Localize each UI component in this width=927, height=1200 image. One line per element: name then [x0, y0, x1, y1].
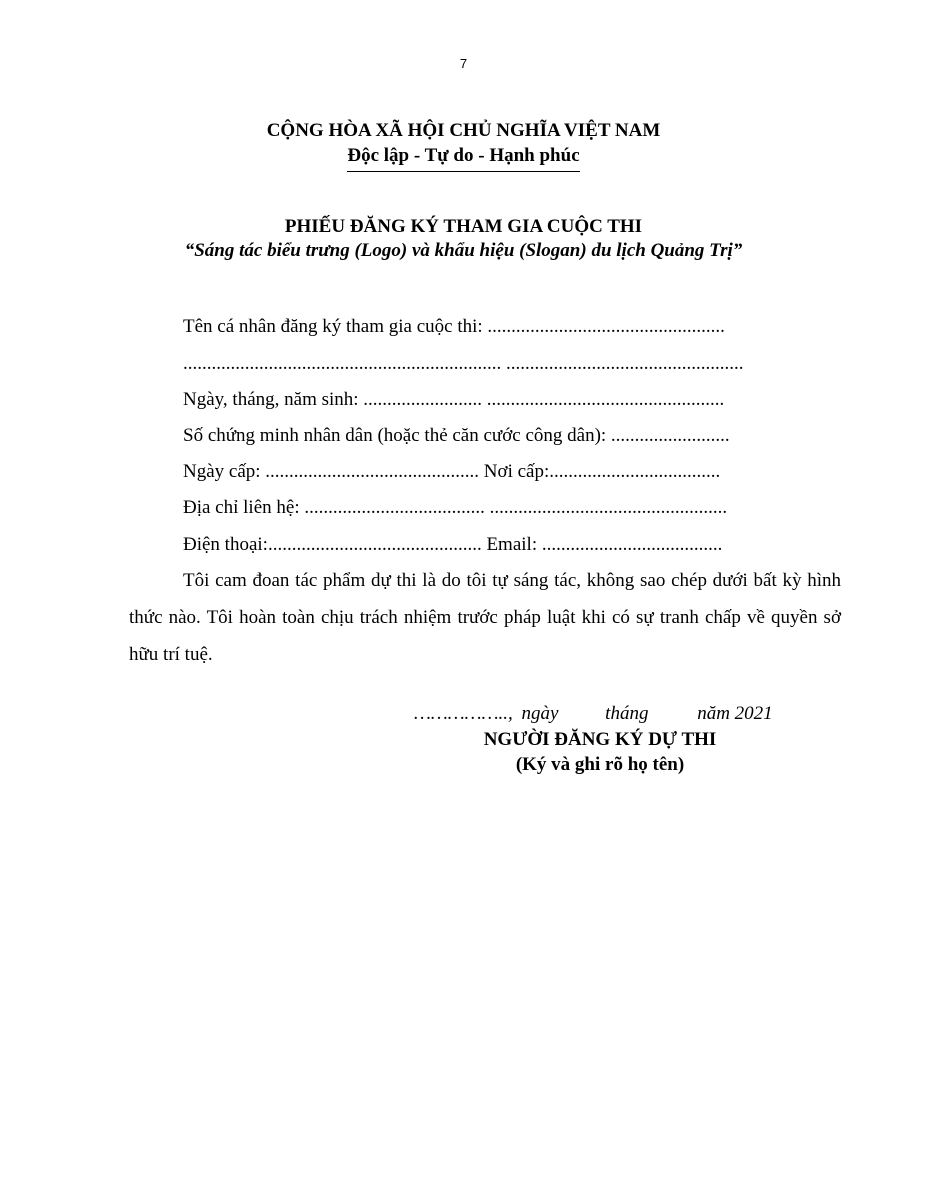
signature-block — [470, 727, 730, 777]
declaration-paragraph: Tôi cam đoan tác phẩm dự thi là do tôi tự sáng tác, không sao chép dưới bất kỳ hình thức nào. Tôi hoàn toàn chịu trách nhiệm trước pháp luật khi có sự tranh chấp về quyền sở hữu trí tuệ. — [129, 570, 841, 665]
national-motto: Độc lập - Tự do - Hạnh phúc — [347, 143, 579, 172]
national-header — [0, 118, 927, 172]
date-place[interactable]: …………….., — [414, 703, 513, 724]
field-phone-email[interactable]: Điện thoại:............................................. Email: ...................................... — [183, 534, 723, 555]
field-issue-date-place[interactable]: Ngày cấp: ............................................. Nơi cấp:.................................... — [183, 461, 721, 482]
signature-date-line — [414, 702, 773, 726]
field-date-of-birth[interactable]: Ngày, tháng, năm sinh: ......................... .................................................. — [183, 389, 725, 410]
date-year-label: năm 2021 — [697, 703, 773, 724]
signature-instruction: (Ký và ghi rõ họ tên) — [515, 754, 685, 775]
date-day-label: ngày — [521, 703, 559, 724]
country-name: CỘNG HÒA XÃ HỘI CHỦ NGHĨA VIỆT NAM — [266, 120, 661, 141]
page-number: 7 — [459, 56, 468, 71]
field-contact-address[interactable]: Địa chỉ liên hệ: ...................................... .................................................. — [183, 497, 728, 518]
field-full-name-continued[interactable]: ................................................................... .................................................. — [183, 353, 744, 374]
date-month-label: tháng — [605, 703, 649, 724]
signer-role: NGƯỜI ĐĂNG KÝ DỰ THI — [483, 729, 717, 750]
field-full-name[interactable]: Tên cá nhân đăng ký tham gia cuộc thi: .................................................. — [183, 316, 725, 337]
form-title: PHIẾU ĐĂNG KÝ THAM GIA CUỘC THI — [284, 216, 643, 237]
form-title-block — [0, 215, 927, 263]
field-id-number[interactable]: Số chứng minh nhân dân (hoặc thẻ căn cước công dân): ......................... — [183, 425, 730, 446]
form-subtitle: “Sáng tác biểu trưng (Logo) và khẩu hiệu (Slogan) du lịch Quảng Trị” — [184, 240, 743, 261]
